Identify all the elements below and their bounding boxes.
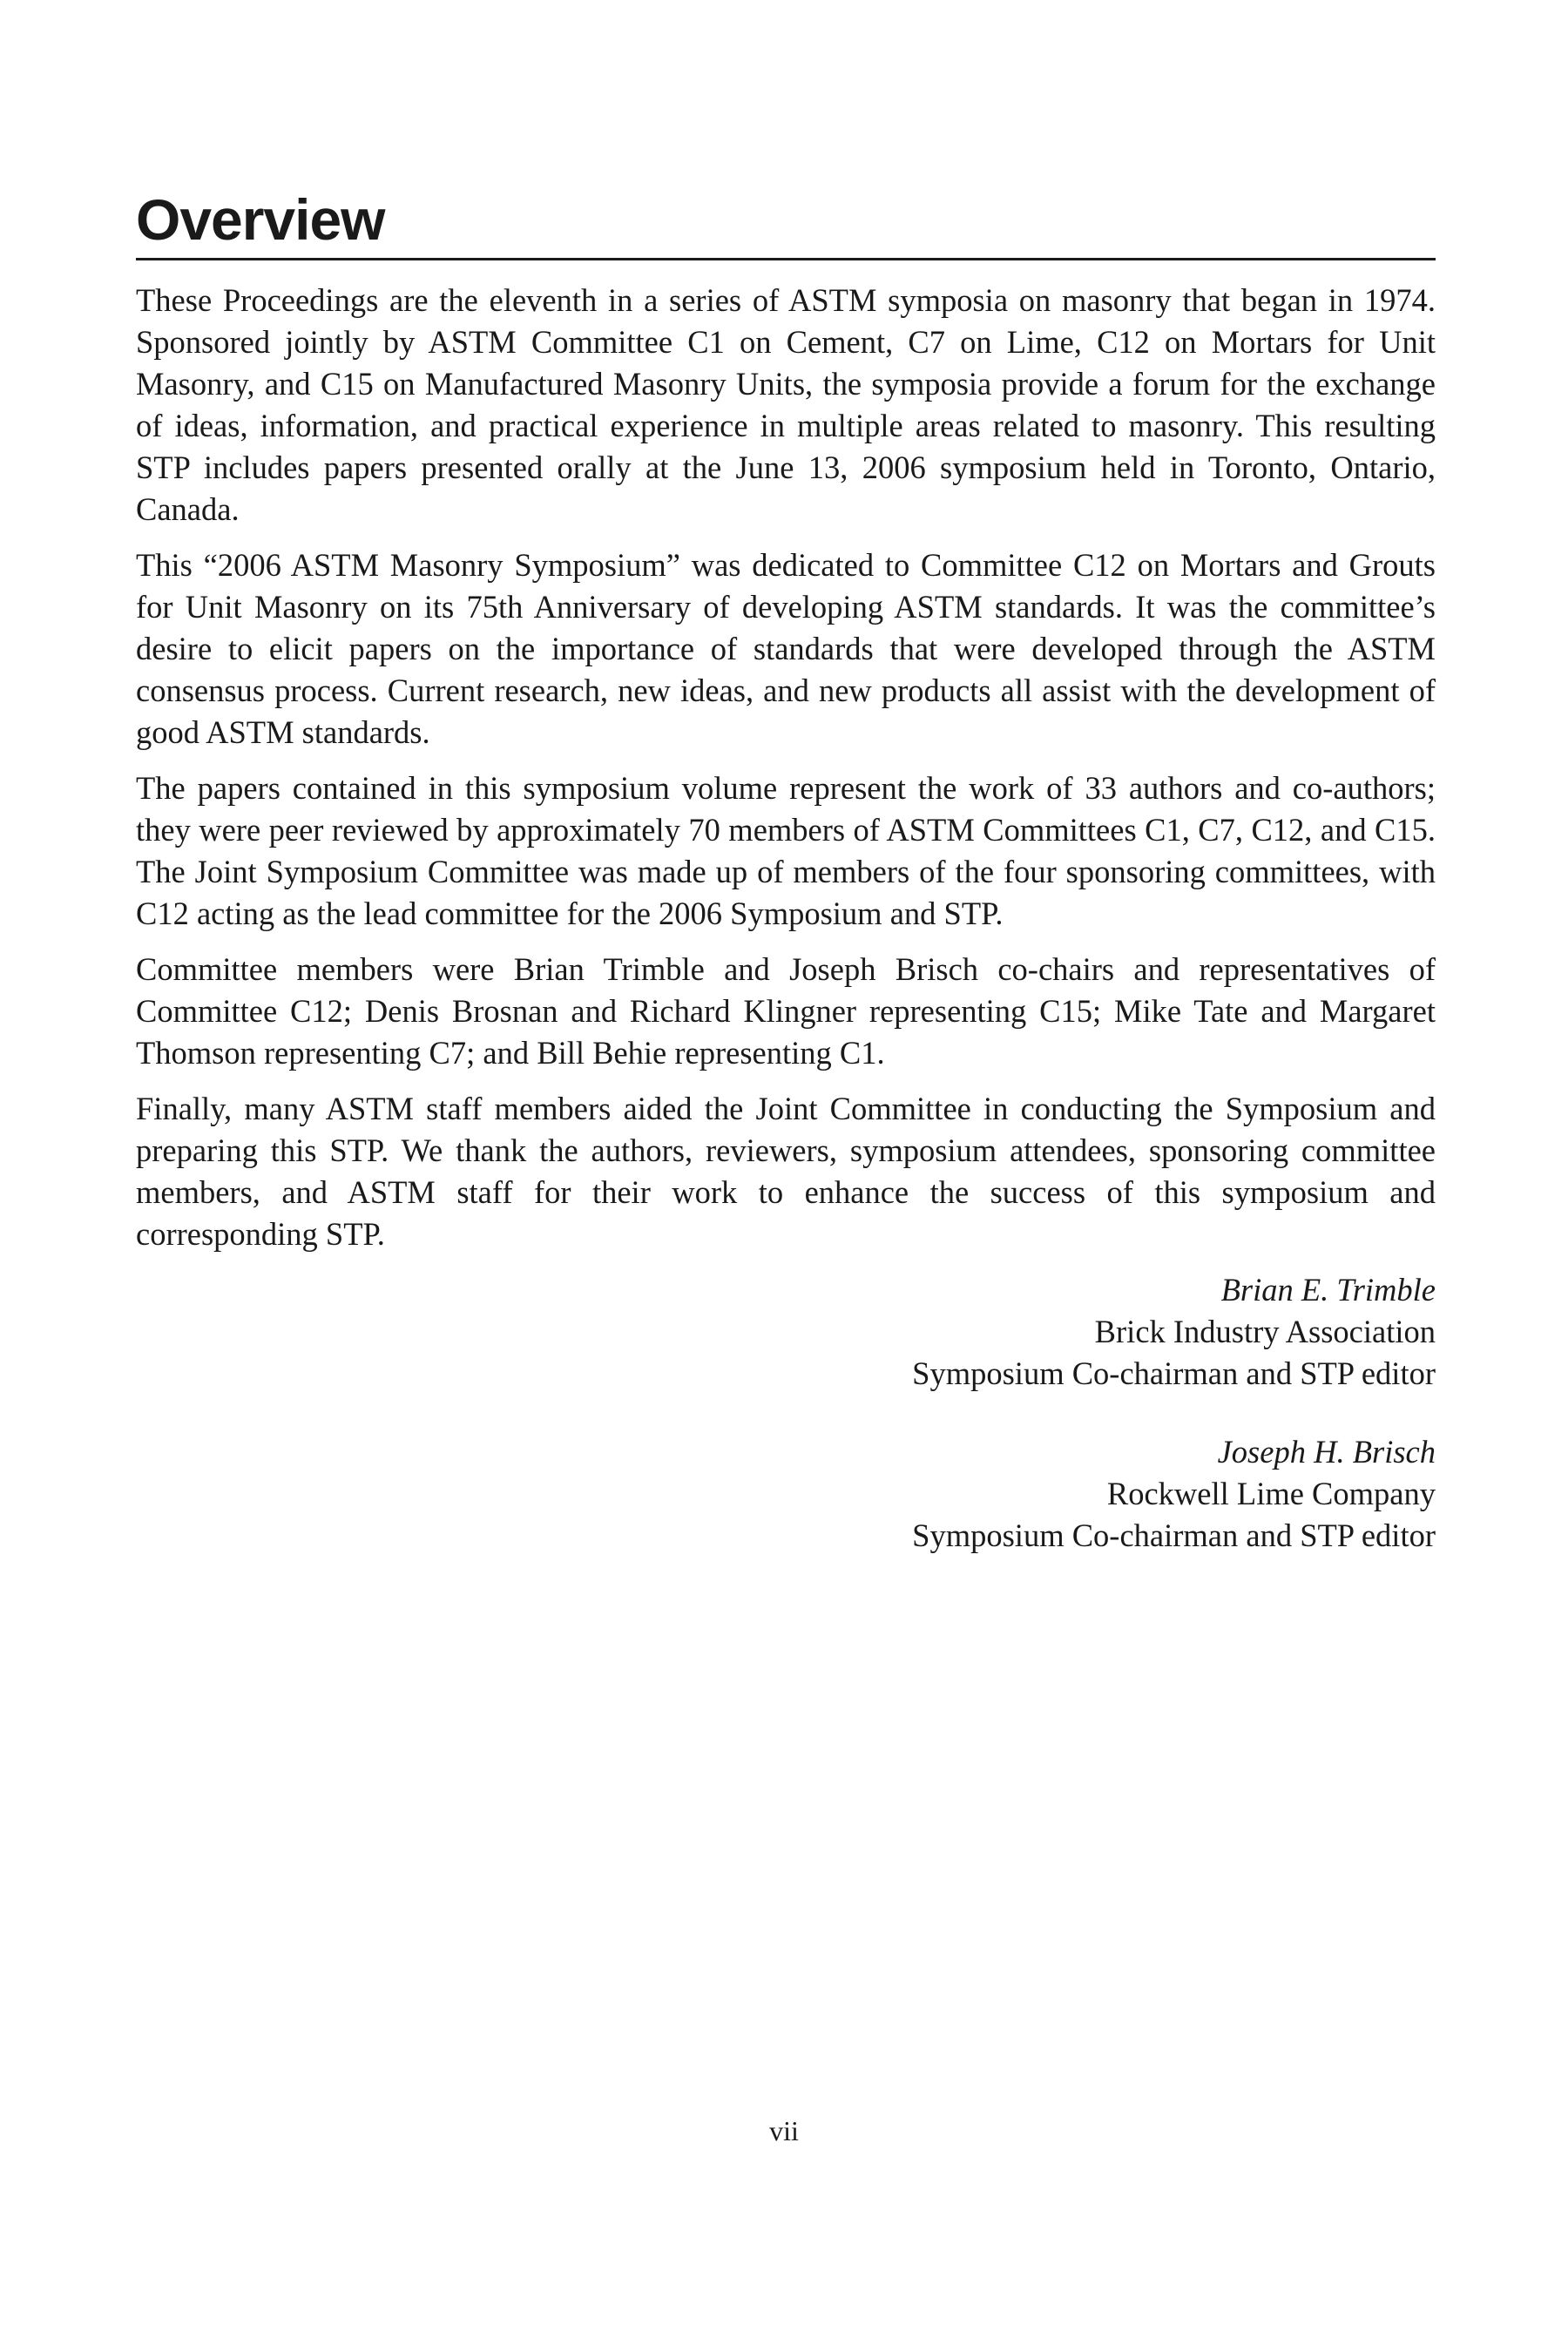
paragraph-papers: The papers contained in this symposium volume represent the work of 33 authors and co-authors; they were peer reviewed by approximately 70 members of ASTM Committees C1, C7, C12, and C15. The Joint Symposium Committee was made up of members of the four sponsoring committees, with C12 acting as the lead committee for the 2006 Symposium and STP.	[136, 770, 1436, 931]
signature-role: Symposium Co-chairman and STP editor	[912, 1517, 1436, 1553]
title-rule	[136, 258, 1436, 260]
signature-block-brisch	[136, 1431, 1436, 1557]
signature-role: Symposium Co-chairman and STP editor	[912, 1355, 1436, 1391]
signature-block-trimble	[136, 1269, 1436, 1395]
signature-organization: Rockwell Lime Company	[1106, 1476, 1436, 1511]
signature-name: Joseph H. Brisch	[1217, 1434, 1436, 1470]
page-number: vii	[769, 2115, 799, 2146]
paragraph-committee: Committee members were Brian Trimble and Joseph Brisch co-chairs and representatives of Committee C12; Denis Brosnan and Richard Klingner representing C15; Mike Tate and Margaret Thomson representing C7; and Bill Behie representing C1.	[136, 951, 1436, 1071]
signature-name: Brian E. Trimble	[1220, 1272, 1436, 1308]
paragraph-intro: These Proceedings are the eleventh in a series of ASTM symposia on masonry that began in 1974. Sponsored jointly by ASTM Committee C1 on Cement, C7 on Lime, C12 on Mortars for Unit Masonry, and C15 on Manufactured Masonry Units, the symposia provide a forum for the exchange of ideas, information, and practical experience in multiple areas related to masonry. This resulting STP includes papers presented orally at the June 13, 2006 symposium held in Toronto, Ontario, Canada.	[136, 282, 1436, 527]
page-title: Overview	[136, 187, 385, 252]
page-content	[136, 185, 1436, 1557]
paragraph-dedication: This “2006 ASTM Masonry Symposium” was dedicated to Committee C12 on Mortars and Grouts for Unit Masonry on its 75th Anniversary of developing ASTM standards. It was the committee’s desire to elicit papers on the importance of standards that were developed through the ASTM consensus process. Current research, new ideas, and new products all assist with the development of good ASTM standards.	[136, 547, 1436, 750]
paragraph-acknowledgements: Finally, many ASTM staff members aided the Joint Committee in conducting the Symposium and preparing this STP. We thank the authors, reviewers, symposium attendees, sponsoring committee members, and ASTM staff for their work to enhance the success of this symposium and corresponding STP.	[136, 1091, 1436, 1252]
signature-organization: Brick Industry Association	[1094, 1314, 1436, 1349]
